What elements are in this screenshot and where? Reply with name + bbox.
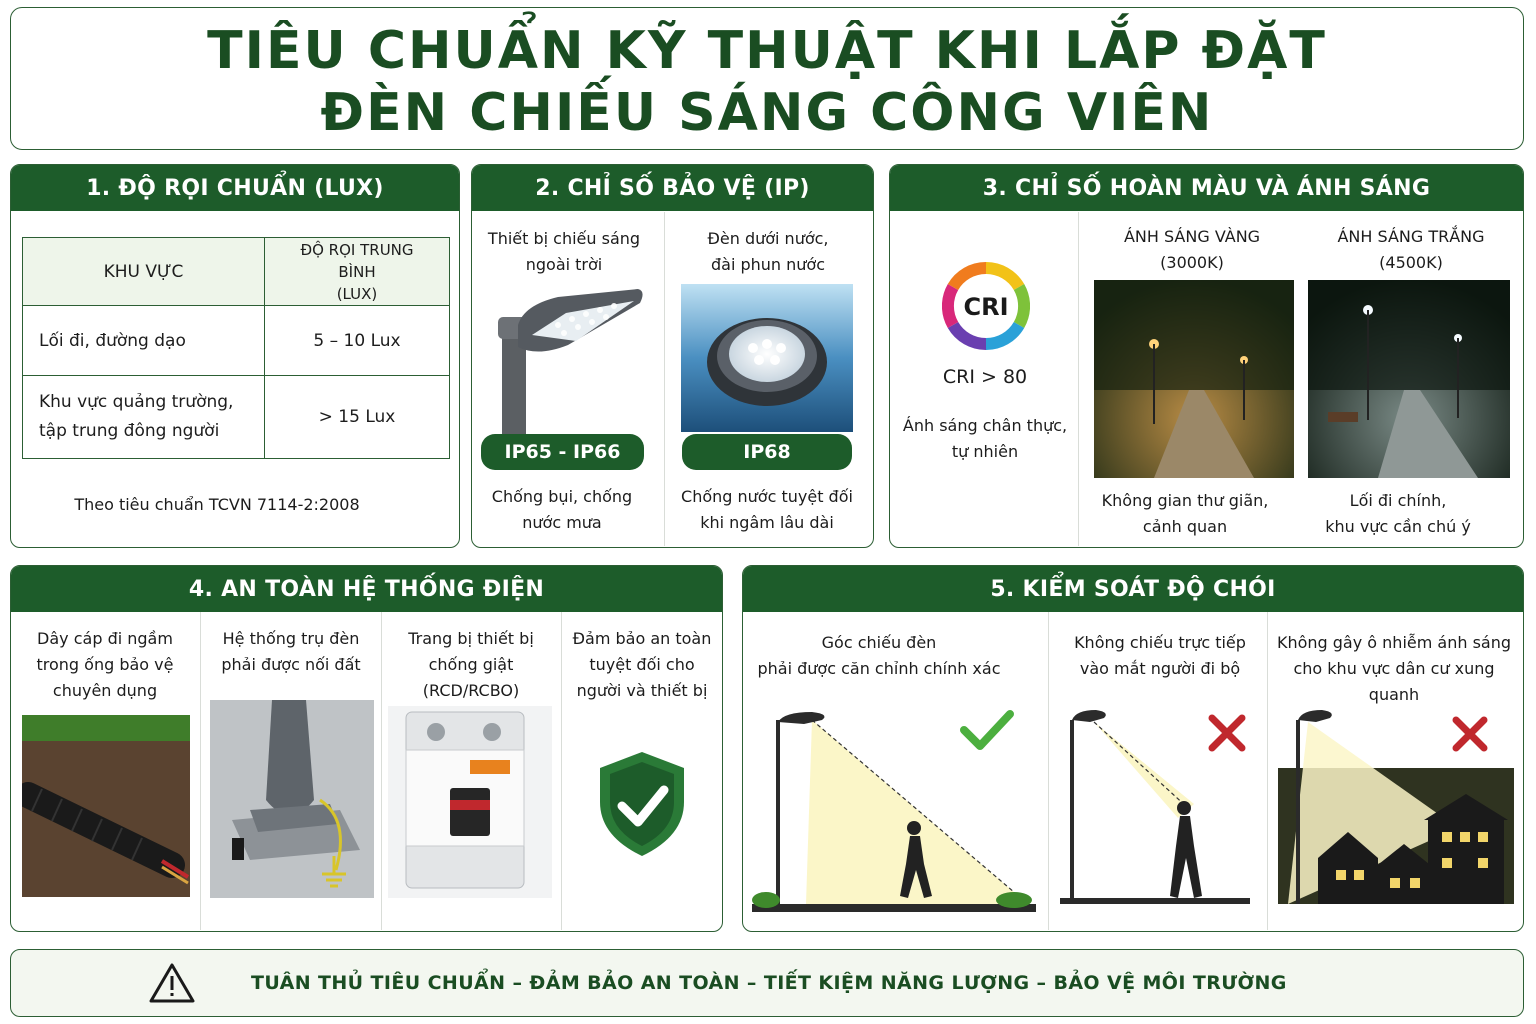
ip-underwater-label-line2: đài phun nước xyxy=(710,255,826,274)
section-glare-header: 5. KIỂM SOÁT ĐỘ CHÓI xyxy=(743,566,1523,612)
safety-desc-line2: tuyệt đối cho xyxy=(589,655,695,674)
glare-angle-illustration xyxy=(752,708,1036,912)
rcbo-breaker-image xyxy=(388,706,552,898)
ip68-desc-line2: khi ngâm lâu dài xyxy=(700,513,834,532)
ip65-desc-line1: Chống bụi, chống xyxy=(491,487,633,506)
white-light-park-image xyxy=(1308,280,1510,478)
shield-check-icon xyxy=(598,750,686,858)
lux-table xyxy=(22,237,450,459)
ip-underwater-label-line1: Đèn dưới nước, xyxy=(707,229,829,248)
section-electrical-header: 4. AN TOÀN HỆ THỐNG ĐIỆN xyxy=(11,566,722,612)
warning-triangle-icon xyxy=(149,962,195,1004)
warm-light-title xyxy=(1092,224,1292,276)
footer-text: TUÂN THỦ TIÊU CHUẨN – ĐẢM BẢO AN TOÀN – TIẾT KIỆM NĂNG LƯỢNG – BẢO VỆ MÔI TRƯỜNG xyxy=(251,972,1287,994)
row-area-line2: tập trung đông người xyxy=(39,421,220,441)
ip65-desc xyxy=(472,484,652,536)
footer-banner xyxy=(10,949,1524,1017)
warm-light-desc-line2: cảnh quan xyxy=(1142,517,1228,536)
glare-angle-desc xyxy=(754,630,1004,682)
glare-pollution-desc-line2: cho khu vực dân cư xung quanh xyxy=(1293,659,1495,704)
ip65-desc-line2: nước mưa xyxy=(522,513,602,532)
glare-direct-desc-line1: Không chiếu trực tiếp xyxy=(1074,633,1246,652)
cri-desc-line2: tự nhiên xyxy=(951,442,1019,461)
white-light-desc xyxy=(1305,488,1491,540)
col-area-header: KHU VỰC xyxy=(23,238,265,306)
glare-direct-illustration xyxy=(1060,708,1250,904)
ip-underwater-label xyxy=(670,226,866,278)
section-ip-header: 2. CHỈ SỐ BẢO VỆ (IP) xyxy=(472,165,873,211)
glare-direct-desc-line2: vào mắt người đi bộ xyxy=(1079,659,1241,678)
standard-note: Theo tiêu chuẩn TCVN 7114-2:2008 xyxy=(74,495,360,514)
section-cri-header: 3. CHỈ SỐ HOÀN MÀU VÀ ÁNH SÁNG xyxy=(890,165,1523,211)
grounding-desc xyxy=(204,626,378,678)
grounding-desc-line1: Hệ thống trụ đèn xyxy=(222,629,360,648)
cable-desc-line3: chuyên dụng xyxy=(52,681,158,700)
divider xyxy=(664,212,665,546)
rcd-desc xyxy=(384,626,558,704)
col-lux-header-line2: (LUX) xyxy=(336,284,378,303)
warm-light-desc xyxy=(1090,488,1280,540)
check-icon xyxy=(964,714,1010,746)
divider xyxy=(200,612,201,930)
ip68-badge: IP68 xyxy=(682,434,852,470)
col-lux-header xyxy=(265,238,450,306)
ip68-desc-line1: Chống nước tuyệt đối xyxy=(681,487,853,506)
warm-light-title-line2: (3000K) xyxy=(1160,253,1224,272)
white-light-title-line2: (4500K) xyxy=(1379,253,1443,272)
cable-desc-line2: trong ống bảo vệ xyxy=(36,655,174,674)
table-header-row xyxy=(23,238,450,306)
underwater-light-image xyxy=(681,284,853,432)
cri-color-wheel-icon xyxy=(942,262,1030,350)
divider xyxy=(1078,212,1079,546)
cri-value: CRI > 80 xyxy=(942,366,1028,388)
row-area xyxy=(23,376,265,459)
safety-desc xyxy=(566,626,718,704)
safety-desc-line3: người và thiết bị xyxy=(576,681,708,700)
street-lamp-icon xyxy=(488,285,648,435)
glare-angle-desc-line1: Góc chiếu đèn xyxy=(821,633,937,652)
page-title-line1: TIÊU CHUẨN KỸ THUẬT KHI LẮP ĐẶT xyxy=(207,21,1327,81)
row-area: Lối đi, đường dạo xyxy=(23,306,265,376)
title-box xyxy=(10,7,1524,150)
rcd-desc-line1: Trang bị thiết bị xyxy=(408,629,534,648)
cri-desc-line1: Ánh sáng chân thực, xyxy=(902,416,1068,435)
ip-outdoor-label xyxy=(472,226,656,278)
ip65-badge: IP65 - IP66 xyxy=(481,434,644,470)
rcd-desc-line2: chống giật (RCD/RCBO) xyxy=(422,655,520,700)
underground-cable-image xyxy=(22,715,190,897)
divider xyxy=(1267,612,1268,930)
ip68-desc xyxy=(668,484,866,536)
cross-icon xyxy=(1212,718,1242,748)
glare-pollution-desc xyxy=(1274,630,1514,708)
ip-outdoor-label-line1: Thiết bị chiếu sáng xyxy=(487,229,641,248)
glare-pollution-desc-line1: Không gây ô nhiễm ánh sáng xyxy=(1276,633,1512,652)
grounded-pole-image xyxy=(210,700,374,898)
row-value: 5 – 10 Lux xyxy=(265,306,450,376)
page-title-line2: ĐÈN CHIẾU SÁNG CÔNG VIÊN xyxy=(320,83,1214,143)
divider xyxy=(561,612,562,930)
safety-desc-line1: Đảm bảo an toàn xyxy=(572,629,712,648)
section-lux-header: 1. ĐỘ RỌI CHUẨN (LUX) xyxy=(11,165,459,211)
warm-light-desc-line1: Không gian thư giãn, xyxy=(1101,491,1269,510)
white-light-desc-line1: Lối đi chính, xyxy=(1349,491,1447,510)
cri-desc xyxy=(896,413,1074,465)
cri-logo-text: CRI xyxy=(963,293,1009,321)
white-light-desc-line2: khu vực cần chú ý xyxy=(1325,517,1471,536)
glare-angle-desc-line2: phải được căn chỉnh chính xác xyxy=(757,659,1001,678)
row-area-line1: Khu vực quảng trường, xyxy=(39,392,234,412)
divider xyxy=(381,612,382,930)
cable-desc-line1: Dây cáp đi ngầm xyxy=(37,629,173,648)
light-pollution-illustration xyxy=(1278,708,1514,904)
warm-light-title-line1: ÁNH SÁNG VÀNG xyxy=(1123,227,1261,246)
row-value: > 15 Lux xyxy=(265,376,450,459)
warm-light-park-image xyxy=(1094,280,1294,478)
table-row xyxy=(23,306,450,376)
white-light-title-line1: ÁNH SÁNG TRẮNG xyxy=(1337,227,1485,246)
col-lux-header-line1: ĐỘ RỌI TRUNG BÌNH xyxy=(300,240,414,281)
cross-icon xyxy=(1456,720,1484,748)
grounding-desc-line2: phải được nối đất xyxy=(221,655,361,674)
ip-outdoor-label-line2: ngoài trời xyxy=(525,255,603,274)
glare-direct-desc xyxy=(1056,630,1264,682)
white-light-title xyxy=(1310,224,1512,276)
table-row xyxy=(23,376,450,459)
cable-desc xyxy=(14,626,196,704)
divider xyxy=(1048,612,1049,930)
